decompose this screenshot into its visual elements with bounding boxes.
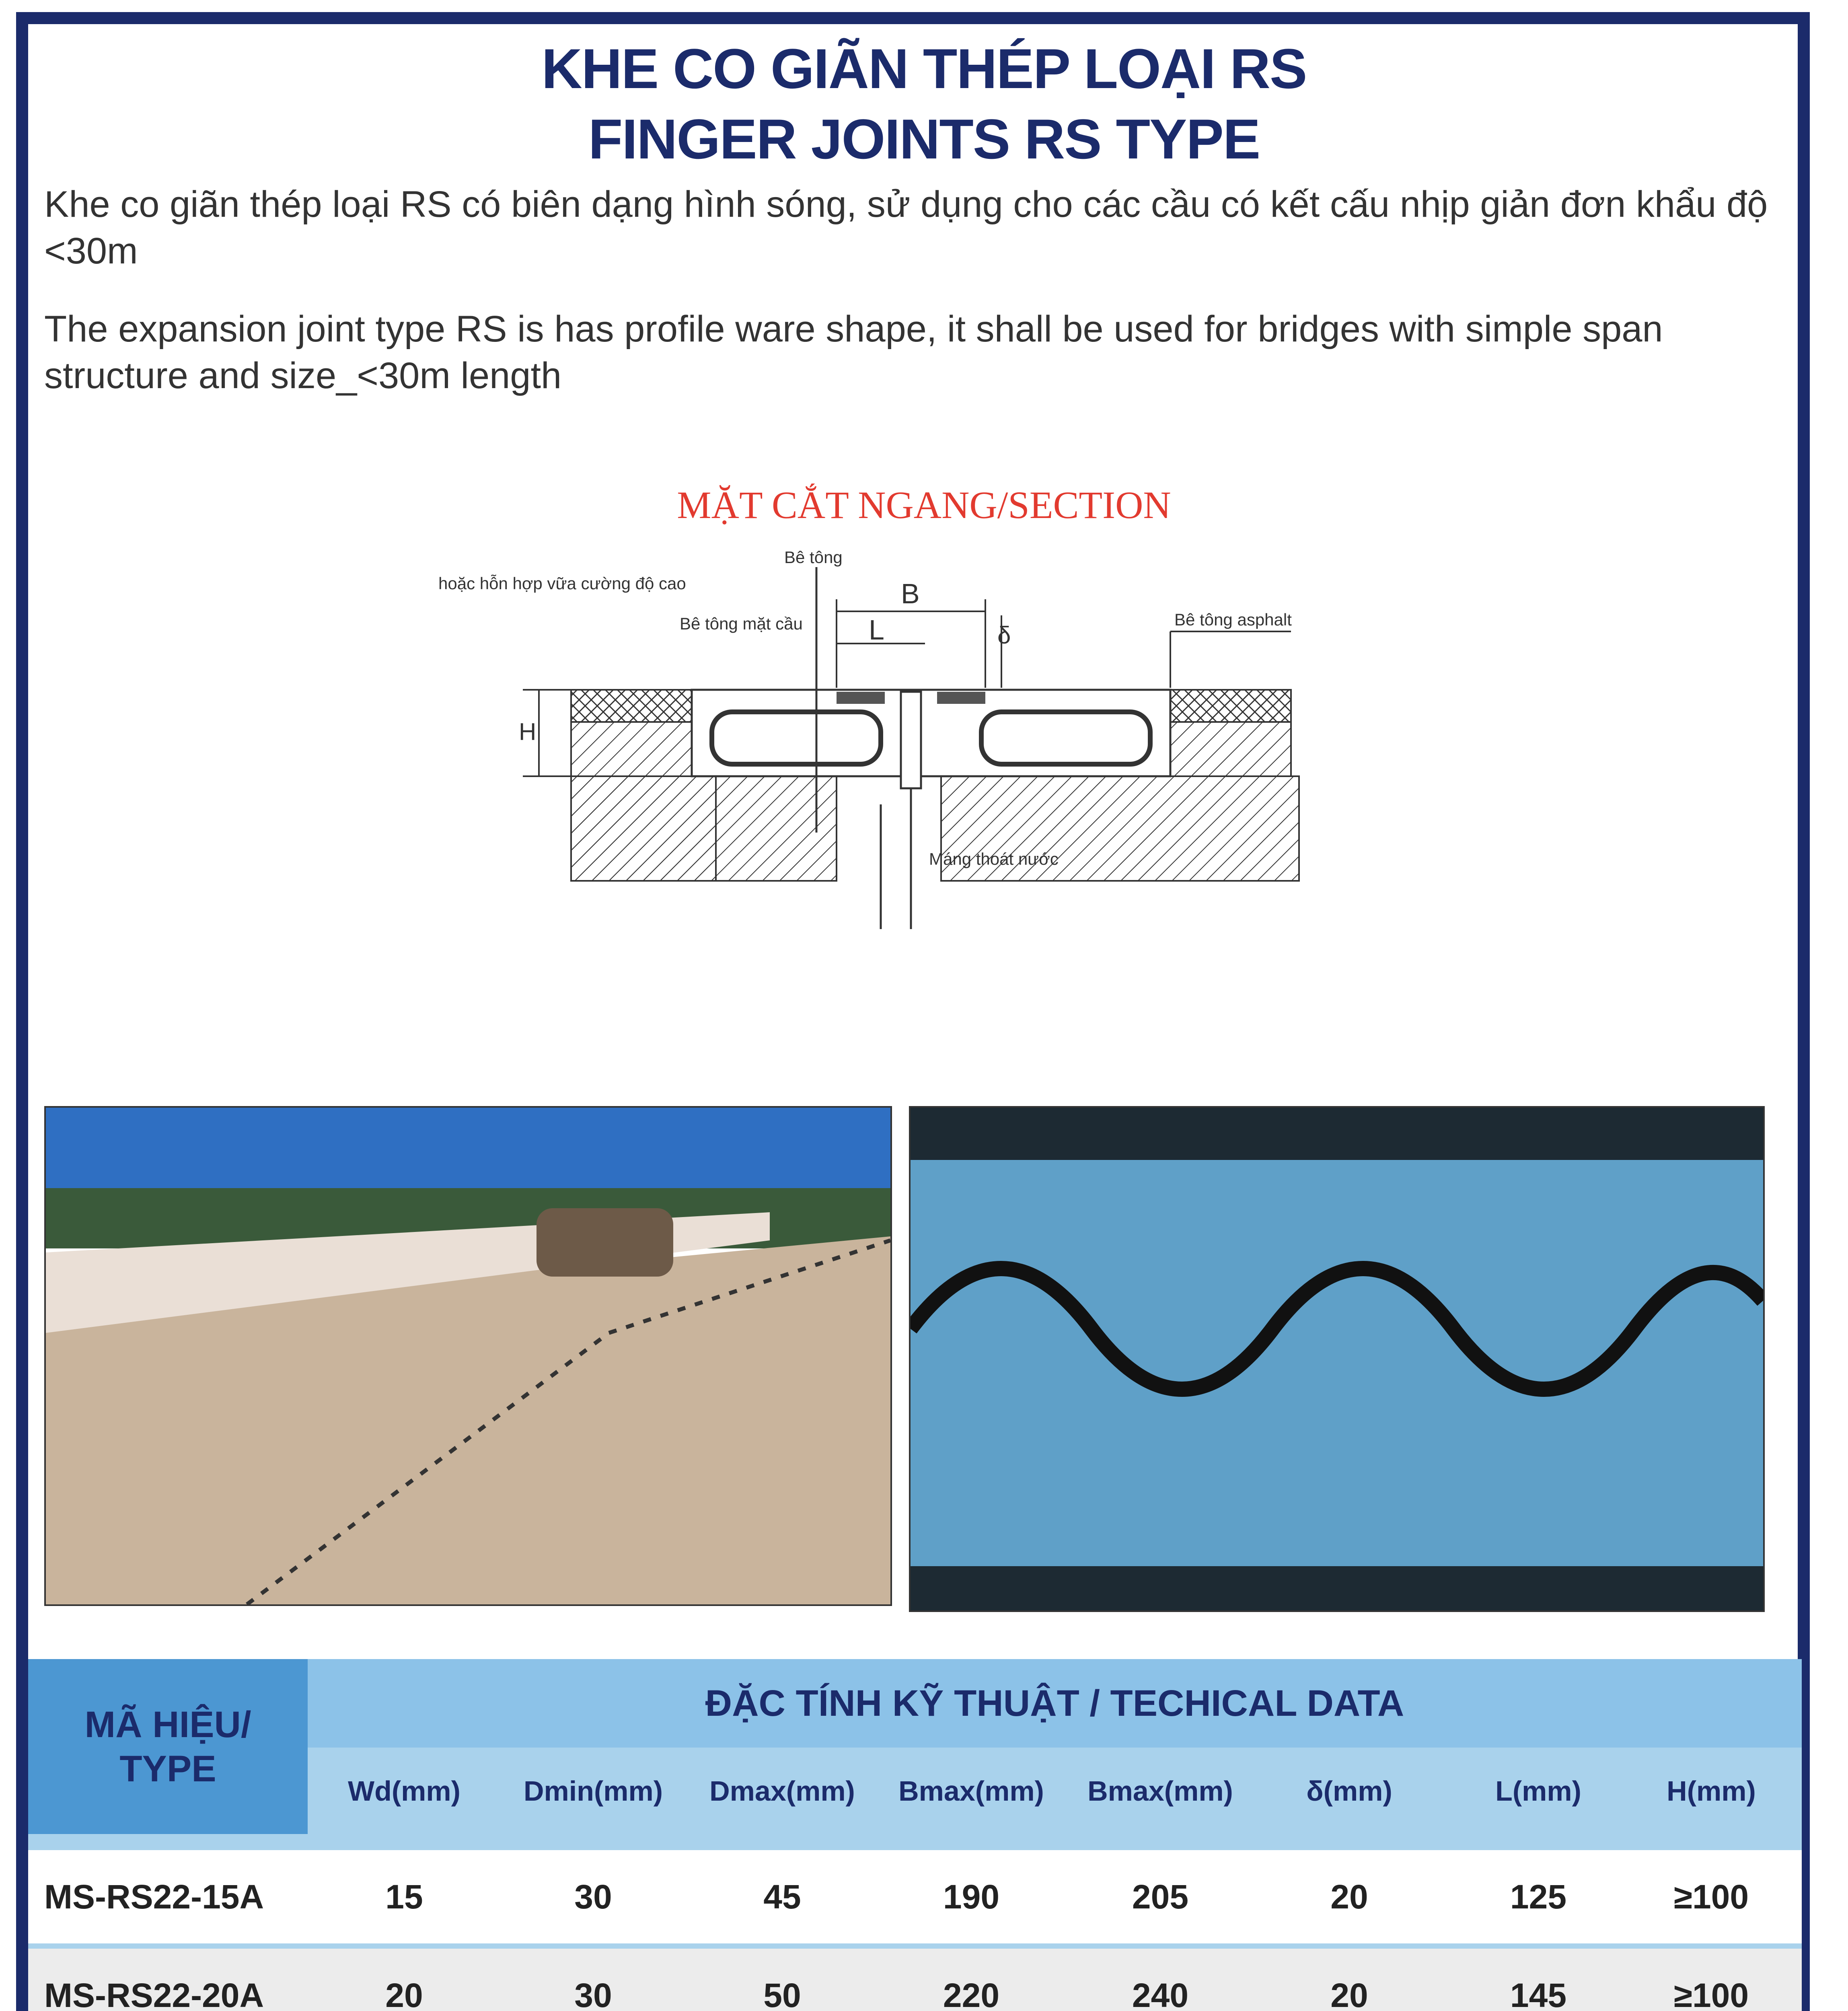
type-header-line-1: MÃ HIỆU/ — [84, 1704, 251, 1745]
row-type: MS-RS22-20A — [44, 1976, 264, 2011]
column-header: Bmax(mm) — [1087, 1775, 1233, 1807]
table-cell: 30 — [574, 1877, 612, 1916]
label-mat-cau: Bê tông mặt cầu — [680, 614, 803, 633]
row-type: MS-RS22-15A — [44, 1877, 264, 1916]
concrete-deck-left — [571, 776, 837, 881]
table-cell: 220 — [943, 1976, 1000, 2011]
center-gap — [901, 692, 921, 788]
label-B: B — [901, 578, 920, 609]
tech-data-header: ĐẶC TÍNH KỸ THUẬT / TECHICAL DATA — [308, 1659, 1802, 1748]
label-hon-hop: hoặc hỗn hợp vữa cường độ cao — [438, 574, 686, 593]
column-header: Wd(mm) — [348, 1775, 460, 1807]
label-L: L — [869, 614, 884, 646]
wave-joint-photo — [909, 1106, 1765, 1612]
title-vietnamese: KHE CO GIÃN THÉP LOẠI RS — [541, 37, 1307, 100]
table-cell: 30 — [574, 1976, 612, 2011]
asphalt-left — [571, 690, 692, 722]
label-delta: δ — [997, 622, 1011, 649]
table-cell: 145 — [1510, 1976, 1567, 2011]
type-header — [28, 1659, 308, 1834]
table-cell: ≥100 — [1673, 1976, 1749, 2011]
finger-plate-right — [937, 692, 985, 704]
title-english: FINGER JOINTS RS TYPE — [588, 107, 1260, 171]
label-asphalt: Bê tông asphalt — [1174, 610, 1292, 629]
table-cell: 240 — [1132, 1976, 1189, 2011]
column-header: δ(mm) — [1306, 1775, 1392, 1807]
label-H: H — [519, 718, 537, 745]
technical-data-table — [28, 1659, 1802, 2011]
table-cell: 205 — [1132, 1877, 1189, 1916]
concrete-right-top — [1170, 722, 1291, 776]
table-cell: 20 — [1330, 1877, 1368, 1916]
cross-section-diagram — [434, 543, 1359, 945]
column-header: Bmax(mm) — [898, 1775, 1044, 1807]
label-be-tong: Bê tông — [784, 548, 843, 567]
table-cell: 20 — [1330, 1976, 1368, 2011]
table-row — [28, 1850, 1802, 1943]
intro-vietnamese: Khe co giãn thép loại RS có biên dạng hình sóng, sử dụng cho các cầu có kết cấu nhịp giản đơn khẩu độ <30m — [44, 184, 1768, 271]
column-header: L(mm) — [1495, 1775, 1581, 1807]
type-header-line-2: TYPE — [119, 1748, 216, 1789]
column-header: Dmax(mm) — [709, 1775, 855, 1807]
table-cell: 190 — [943, 1877, 1000, 1916]
finger-plate-left — [837, 692, 885, 704]
table-cell: 50 — [763, 1976, 801, 2011]
table-cell: 20 — [385, 1976, 423, 2011]
table-cell: 15 — [385, 1877, 423, 1916]
column-header: H(mm) — [1667, 1775, 1756, 1807]
table-cell: 125 — [1510, 1877, 1567, 1916]
intro-english: The expansion joint type RS is has profile ware shape, it shall be used for bridges with simple span structure and size_<30m length — [44, 308, 1663, 396]
table-row — [28, 1949, 1802, 2011]
asphalt-right — [1170, 690, 1291, 722]
column-header: Dmin(mm) — [523, 1775, 663, 1807]
table-cell: 45 — [763, 1877, 801, 1916]
table-cell: ≥100 — [1673, 1877, 1749, 1916]
bridge-photo — [44, 1106, 892, 1606]
label-mang: Máng thoát nước — [929, 849, 1059, 868]
column-header-row — [308, 1748, 1802, 1834]
section-title: MẶT CẮT NGANG/SECTION — [677, 483, 1171, 526]
